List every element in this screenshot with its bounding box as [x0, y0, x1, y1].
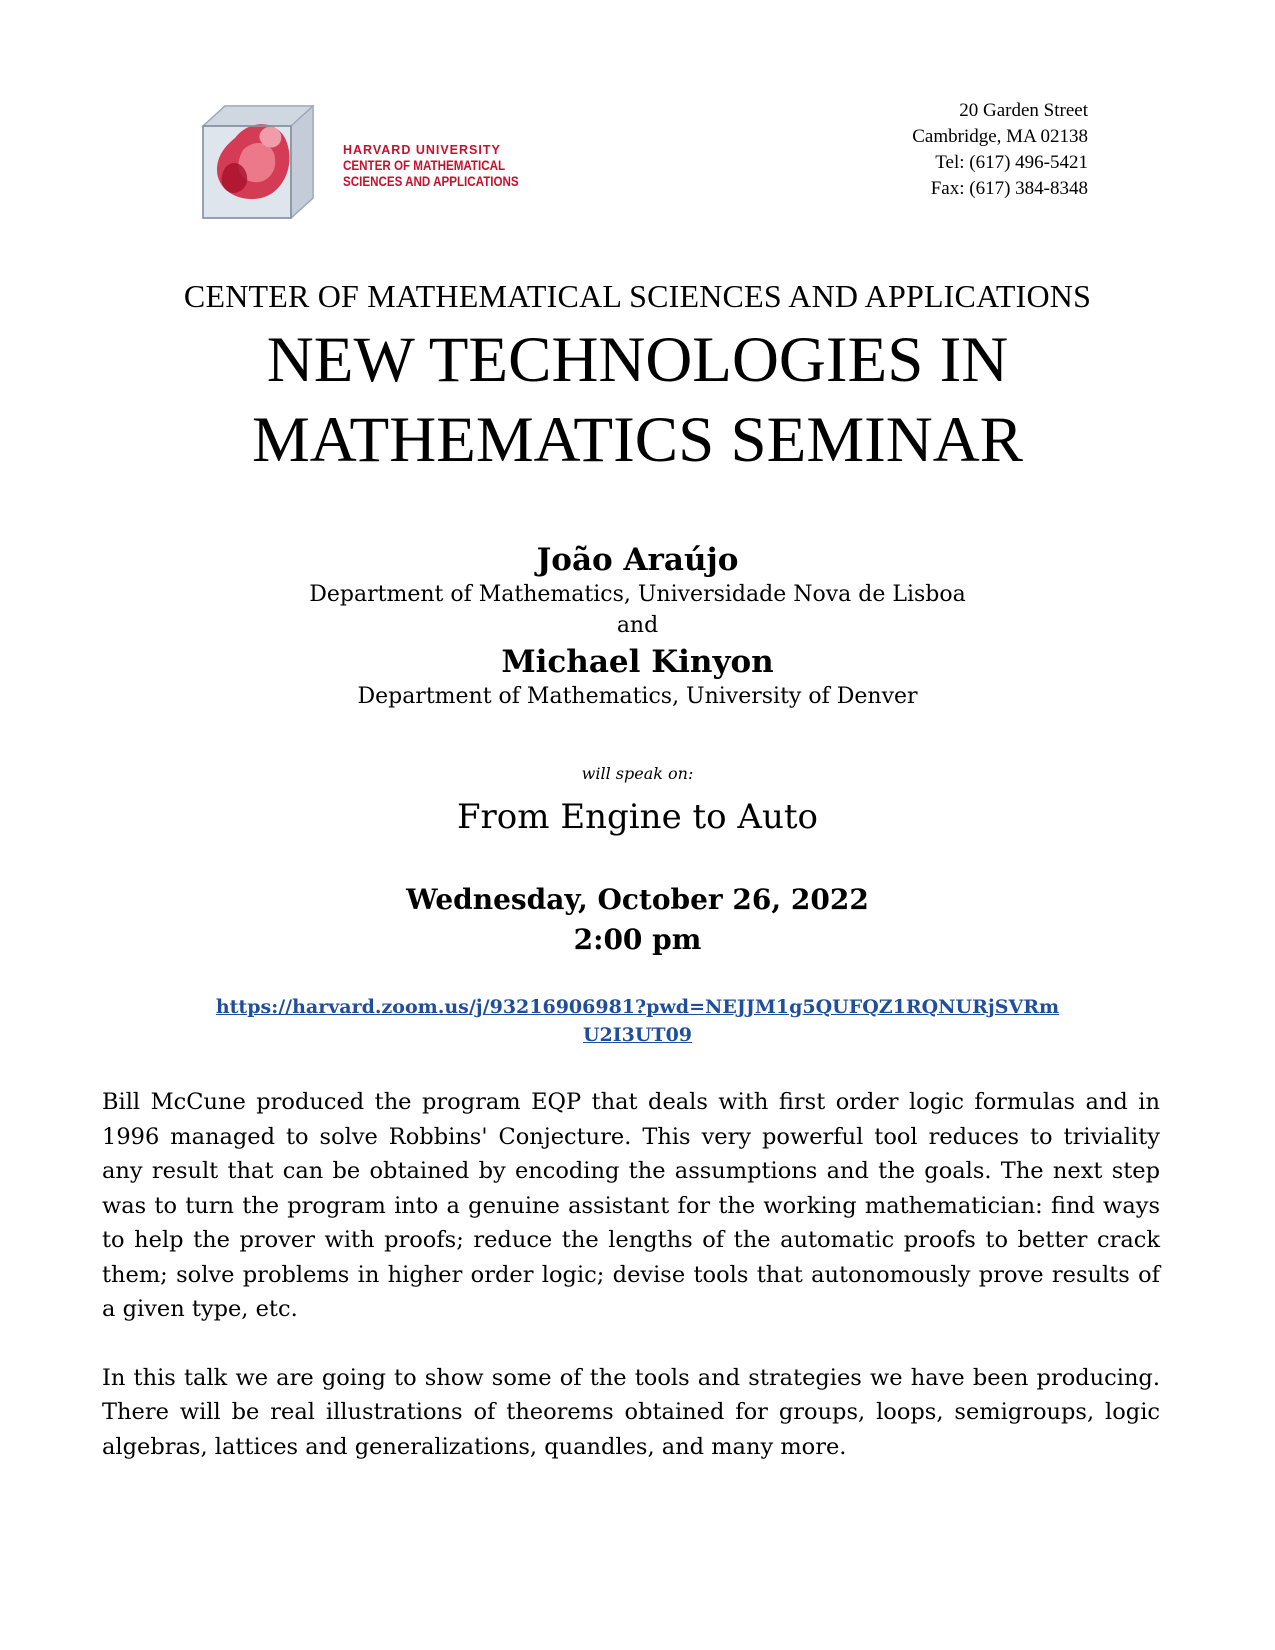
event-datetime: [0, 880, 1275, 960]
event-time: 2:00 pm: [573, 923, 702, 956]
abstract-paragraph-2: In this talk we are going to show some of the tools and strategies we have been producing. There will be real illustrations of theorems obtained for groups, loops, semigroups, logic algebras, lattices and generalizations, quandles, and many more.: [102, 1364, 1160, 1460]
address-tel: Tel: (617) 496-5421: [935, 152, 1088, 173]
speakers: [0, 540, 1275, 712]
zoom-link-block: [0, 993, 1275, 1049]
abstract-paragraph-1: Bill McCune produced the program EQP that deals with first order logic formulas and in 1996 managed to solve Robbins' Conjecture. This very powerful tool reduces to triviality any result that can be obtained by encoding the assumptions and the goals. The next step was to turn the program into a genuine assistant for the working mathematician: find ways to help the prover with proofs; reduce the lengths of the automatic proofs to better crack them; solve problems in higher order logic; devise tools that autonomously prove results of a given type, etc.: [102, 1089, 1160, 1322]
seminar-title: [0, 320, 1275, 480]
speaker-1-name: João Araújo: [536, 542, 739, 578]
will-speak-on: will speak on:: [581, 764, 694, 783]
logo-wordmark: [343, 142, 533, 190]
seminar-title-line-2: MATHEMATICS SEMINAR: [251, 404, 1024, 476]
seminar-title-line-1: NEW TECHNOLOGIES IN: [266, 324, 1009, 396]
event-date: Wednesday, October 26, 2022: [406, 883, 869, 916]
center-name: CENTER OF MATHEMATICAL SCIENCES AND APPLICATIONS: [183, 278, 1092, 314]
cube-surface-logo-icon: [195, 98, 320, 223]
address-street: 20 Garden Street: [959, 100, 1088, 121]
zoom-link-line-1: https://harvard.zoom.us/j/93216906981?pwd=NEJJM1g5QUFQZ1RQNURjSVRm: [215, 996, 1060, 1018]
speaker-conjunction: and: [616, 613, 659, 638]
zoom-link-line-2: U2I3UT09: [582, 1024, 693, 1046]
address-fax: Fax: (617) 384-8348: [930, 178, 1088, 199]
speaker-2-name: Michael Kinyon: [501, 644, 774, 680]
address-city: Cambridge, MA 02138: [912, 126, 1088, 147]
address-block: [912, 98, 1088, 202]
logo-center-line-2: SCIENCES AND APPLICATIONS: [343, 174, 519, 189]
speaker-1-department: Department of Mathematics, Universidade Nova de Lisboa: [309, 582, 966, 607]
logo-university: HARVARD UNIVERSITY: [343, 143, 501, 157]
abstract: [102, 1085, 1160, 1464]
talk-title: From Engine to Auto: [456, 797, 819, 837]
speaker-2-department: Department of Mathematics, University of Denver: [357, 684, 918, 709]
logo-center-line-1: CENTER OF MATHEMATICAL: [343, 158, 506, 173]
cmsa-logo: [195, 98, 525, 223]
zoom-link[interactable]: [0, 993, 1275, 1049]
